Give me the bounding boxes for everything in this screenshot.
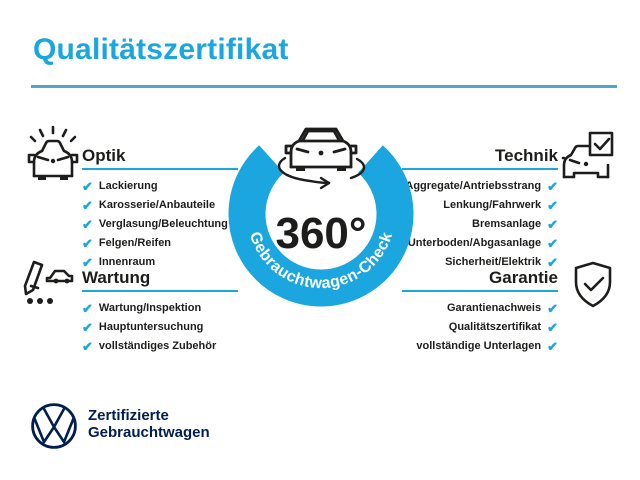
item-label: Lenkung/Fahrwerk: [443, 199, 542, 211]
list-item: [82, 198, 238, 212]
check-icon: ✔: [547, 197, 558, 213]
service-checklist-icon: [20, 256, 74, 312]
vw-logo: [30, 402, 78, 450]
item-label: Sicherheit/Elektrik: [445, 256, 542, 268]
list-item: [402, 339, 558, 353]
check-icon: ✔: [82, 300, 93, 316]
check-icon: ✔: [547, 300, 558, 316]
list-item: [82, 236, 238, 250]
section-wartung-title: Wartung: [82, 268, 238, 292]
item-label: Felgen/Reifen: [98, 237, 172, 249]
list-item: [82, 339, 238, 353]
check-icon: ✔: [82, 254, 93, 270]
car-grille-dot: [319, 151, 324, 156]
title-divider: [31, 85, 617, 88]
check-icon: ✔: [82, 319, 93, 335]
car-shine-icon: [24, 124, 82, 184]
ring-label: Gebrauchtwagen-Check: [245, 229, 397, 293]
ring-360-badge: [218, 110, 422, 310]
page-title: Qualitätszertifikat: [33, 33, 289, 66]
check-icon: ✔: [82, 178, 93, 194]
section-technik-title: Technik: [402, 146, 558, 170]
section-optik-title: Optik: [82, 146, 238, 170]
item-label: Wartung/Inspektion: [98, 302, 202, 314]
item-label: vollständiges Zubehör: [98, 340, 217, 352]
item-label: Qualitätszertifikat: [448, 321, 542, 333]
technik-list: [402, 179, 558, 269]
check-icon: ✔: [82, 338, 93, 354]
item-label: Garantienachweis: [446, 302, 542, 314]
section-technik: [402, 146, 558, 274]
item-label: Aggregate/Antriebsstrang: [405, 180, 542, 192]
section-optik: [82, 146, 238, 274]
list-item: [82, 301, 238, 315]
car-360-icon: [286, 129, 356, 167]
car-checkbox-icon: [560, 129, 618, 183]
check-icon: ✔: [547, 254, 558, 270]
car-wheel-right: [337, 167, 346, 171]
check-icon: ✔: [82, 216, 93, 232]
section-wartung: [82, 268, 238, 358]
section-garantie-title: Garantie: [402, 268, 558, 292]
check-icon: ✔: [547, 338, 558, 354]
list-item: [82, 255, 238, 269]
wartung-list: [82, 301, 238, 353]
list-item: [402, 320, 558, 334]
list-item: [402, 179, 558, 193]
list-item: [402, 217, 558, 231]
list-item: [82, 179, 238, 193]
list-item: [402, 301, 558, 315]
list-item: [402, 198, 558, 212]
item-label: Hauptuntersuchung: [98, 321, 204, 333]
check-icon: ✔: [547, 235, 558, 251]
footer-line1: Zertifizierte: [88, 407, 169, 424]
check-icon: ✔: [82, 197, 93, 213]
check-icon: ✔: [82, 235, 93, 251]
footer-line2: Gebrauchtwagen: [88, 424, 210, 441]
optik-list: [82, 179, 238, 269]
item-label: Innenraum: [98, 256, 156, 268]
check-icon: ✔: [547, 178, 558, 194]
list-item: [402, 236, 558, 250]
check-icon: ✔: [547, 216, 558, 232]
shield-check-icon: [572, 260, 616, 312]
item-label: Lackierung: [98, 180, 158, 192]
footer-text: [88, 407, 210, 441]
item-label: Unterboden/Abgasanlage: [407, 237, 542, 249]
item-label: vollständige Unterlagen: [416, 340, 542, 352]
check-icon: ✔: [547, 319, 558, 335]
item-label: Verglasung/Beleuchtung: [98, 218, 228, 230]
item-label: Bremsanlage: [472, 218, 542, 230]
list-item: [82, 320, 238, 334]
car-wheel-left: [296, 167, 305, 171]
garantie-list: [402, 301, 558, 353]
item-label: Karosserie/Anbauteile: [98, 199, 216, 211]
list-item: [82, 217, 238, 231]
degrees-label: 360°: [275, 209, 367, 258]
list-item: [402, 255, 558, 269]
section-garantie: [402, 268, 558, 358]
